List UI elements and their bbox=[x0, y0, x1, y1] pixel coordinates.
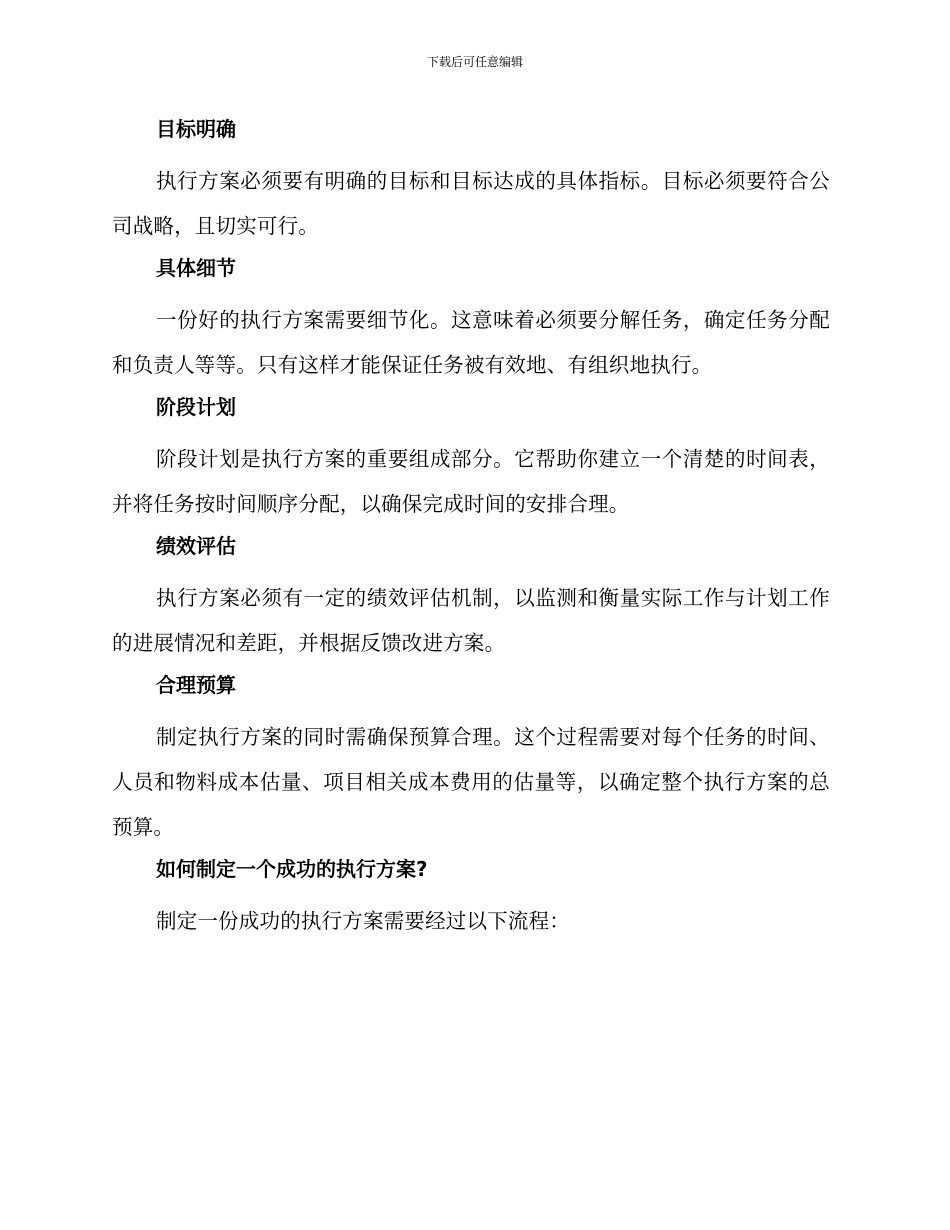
section-performance bbox=[112, 527, 830, 666]
section-paragraph: 一份好的执行方案需要细节化。这意味着必须要分解任务，确定任务分配和负责人等等。只有这样才能保证任务被有效地、有组织地执行。 bbox=[112, 308, 830, 377]
document-body bbox=[112, 110, 830, 944]
section-budget bbox=[112, 666, 830, 850]
section-heading: 合理预算 bbox=[156, 673, 236, 697]
section-paragraph: 执行方案必须要有明确的目标和目标达成的具体指标。目标必须要符合公司战略，且切实可行。 bbox=[112, 169, 830, 238]
section-paragraph: 执行方案必须有一定的绩效评估机制，以监测和衡量实际工作与计划工作的进展情况和差距，并根据反馈改进方案。 bbox=[112, 586, 830, 655]
section-heading: 绩效评估 bbox=[156, 534, 236, 558]
section-paragraph: 制定一份成功的执行方案需要经过以下流程： bbox=[156, 909, 570, 933]
section-paragraph: 阶段计划是执行方案的重要组成部分。它帮助你建立一个清楚的时间表，并将任务按时间顺序分配，以确保完成时间的安排合理。 bbox=[112, 447, 830, 516]
section-heading: 具体细节 bbox=[156, 256, 236, 280]
section-paragraph: 制定执行方案的同时需确保预算合理。这个过程需要对每个任务的时间、人员和物料成本估量、项目相关成本费用的估量等，以确定整个执行方案的总预算。 bbox=[112, 725, 830, 839]
section-details bbox=[112, 249, 830, 388]
section-heading: 阶段计划 bbox=[156, 395, 236, 419]
section-heading: 如何制定一个成功的执行方案? bbox=[156, 857, 428, 881]
section-phase-plan bbox=[112, 388, 830, 527]
section-how-to bbox=[112, 850, 830, 944]
page-header: 下载后可任意编辑 bbox=[426, 55, 523, 69]
section-heading: 目标明确 bbox=[156, 117, 236, 141]
section-goal bbox=[112, 110, 830, 249]
